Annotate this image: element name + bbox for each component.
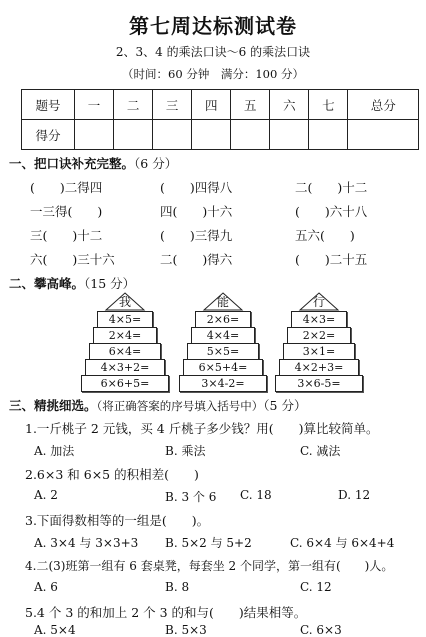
pyramid-cap-label: 我 — [118, 295, 131, 309]
pyramid-row[interactable]: 4×3= — [291, 311, 347, 328]
question-stem: 5.4 个 3 的和加上 2 个 3 的和与( )结果相等。 — [25, 605, 307, 620]
pyramid-cap — [104, 292, 146, 311]
fill-item[interactable]: 二( )十二 — [295, 180, 368, 195]
answer-option[interactable]: A. 6 — [34, 580, 58, 594]
score-table — [21, 89, 419, 150]
pyramid-row[interactable]: 4×3+2= — [85, 359, 165, 376]
pyramid-row[interactable]: 3×1= — [283, 343, 355, 360]
score-table-score-row — [22, 120, 419, 150]
answer-option[interactable]: C. 18 — [240, 488, 272, 502]
fill-item[interactable]: 六( )三十六 — [30, 252, 115, 267]
answer-option[interactable]: D. 12 — [338, 488, 371, 502]
question-stem: 1.一斤桃子 2 元钱，买 4 斤桃子多少钱？用( )算比较简单。 — [25, 421, 379, 436]
section-3-instruction: （将正确答案的序号填入括号中） — [96, 399, 264, 413]
pyramid-row[interactable]: 2×4= — [93, 327, 157, 344]
fill-item[interactable]: 二( )得六 — [160, 252, 233, 267]
pyramid-row[interactable]: 4×5= — [97, 311, 153, 328]
section-1-points: （6 分） — [134, 156, 178, 171]
answer-option[interactable]: C. 6×3 — [300, 623, 342, 637]
table-cell: 总分 — [348, 90, 419, 120]
time-info: （时间：60 分钟 满分：100 分） — [122, 67, 304, 81]
answer-option[interactable]: B. 3 个 6 — [165, 490, 217, 504]
pyramid-2 — [182, 292, 282, 389]
answer-option[interactable]: A. 5×4 — [34, 623, 76, 637]
pyramid-cap-label: 行 — [312, 295, 325, 309]
score-input-cell[interactable] — [348, 120, 419, 150]
answer-option[interactable]: B. 乘法 — [165, 444, 206, 458]
score-input-cell[interactable] — [75, 120, 114, 150]
page-subtitle: 2、3、4 的乘法口诀～6 的乘法口诀 — [115, 45, 311, 59]
fill-item[interactable]: ( )二得四 — [30, 180, 103, 195]
pyramid-row[interactable]: 4×4= — [191, 327, 255, 344]
pyramid-row[interactable]: 4×2+3= — [279, 359, 359, 376]
question-stem: 2.6×3 和 6×5 的积相差( ) — [25, 467, 199, 482]
table-cell: 五 — [231, 90, 270, 120]
table-cell: 二 — [114, 90, 153, 120]
question-stem: 3.下面得数相等的一组是( )。 — [25, 513, 210, 528]
table-cell: 六 — [270, 90, 309, 120]
score-input-cell[interactable] — [270, 120, 309, 150]
score-input-cell[interactable] — [153, 120, 192, 150]
fill-item[interactable]: 五六( ) — [295, 228, 355, 243]
question-stem: 4.二(3)班第一组有 6 套桌凳，每套坐 2 个同学，第一组有( )人。 — [25, 559, 394, 573]
section-3-points: （5 分） — [263, 398, 307, 413]
section-2-title — [9, 274, 135, 292]
pyramid-row[interactable]: 6×5+4= — [183, 359, 263, 376]
table-cell: 题号 — [22, 90, 75, 120]
pyramid-row[interactable]: 6×4= — [89, 343, 161, 360]
section-2-points: （15 分） — [84, 276, 136, 291]
page-title: 第七周达标测试卷 — [129, 14, 297, 38]
pyramid-row[interactable]: 5×5= — [187, 343, 259, 360]
answer-option[interactable]: B. 5×3 — [165, 623, 207, 637]
section-1-heading: 一、把口诀补充完整。 — [9, 156, 135, 171]
score-table-header-row — [22, 90, 419, 120]
pyramid-row[interactable]: 2×2= — [287, 327, 351, 344]
table-cell: 一 — [75, 90, 114, 120]
fill-item[interactable]: 三( )十二 — [30, 228, 103, 243]
fill-item[interactable]: ( )六十八 — [295, 204, 368, 219]
section-3-title — [9, 396, 306, 414]
pyramid-row[interactable]: 3×4-2= — [179, 375, 267, 392]
table-cell: 得分 — [22, 120, 75, 150]
score-input-cell[interactable] — [114, 120, 153, 150]
table-cell: 七 — [309, 90, 348, 120]
section-2-heading: 二、攀高峰。 — [9, 276, 85, 291]
fill-item[interactable]: 四( )十六 — [160, 204, 233, 219]
pyramid-3 — [278, 292, 378, 389]
answer-option[interactable]: A. 3×4 与 3×3+3 — [34, 536, 139, 550]
fill-item[interactable]: ( )四得八 — [160, 180, 233, 195]
pyramid-row[interactable]: 2×6= — [195, 311, 251, 328]
answer-option[interactable]: C. 减法 — [300, 444, 341, 458]
pyramid-cap — [202, 292, 244, 311]
answer-option[interactable]: C. 12 — [300, 580, 332, 594]
score-input-cell[interactable] — [192, 120, 231, 150]
answer-option[interactable]: B. 5×2 与 5+2 — [165, 536, 252, 550]
score-input-cell[interactable] — [309, 120, 348, 150]
section-3-heading: 三、精挑细选。 — [9, 398, 97, 413]
pyramid-1 — [84, 292, 184, 389]
table-cell: 三 — [153, 90, 192, 120]
answer-option[interactable]: B. 8 — [165, 580, 190, 594]
pyramid-row[interactable]: 3×6-5= — [275, 375, 363, 392]
section-1-title — [9, 154, 177, 172]
score-input-cell[interactable] — [231, 120, 270, 150]
answer-option[interactable]: C. 6×4 与 6×4+4 — [290, 536, 395, 550]
pyramid-row[interactable]: 6×6+5= — [81, 375, 169, 392]
fill-item[interactable]: 一三得( ) — [30, 204, 103, 219]
pyramid-cap — [298, 292, 340, 311]
answer-option[interactable]: A. 2 — [34, 488, 58, 502]
pyramid-cap-label: 能 — [216, 295, 229, 309]
fill-item[interactable]: ( )二十五 — [295, 252, 368, 267]
fill-item[interactable]: ( )三得九 — [160, 228, 233, 243]
table-cell: 四 — [192, 90, 231, 120]
answer-option[interactable]: A. 加法 — [34, 444, 75, 458]
